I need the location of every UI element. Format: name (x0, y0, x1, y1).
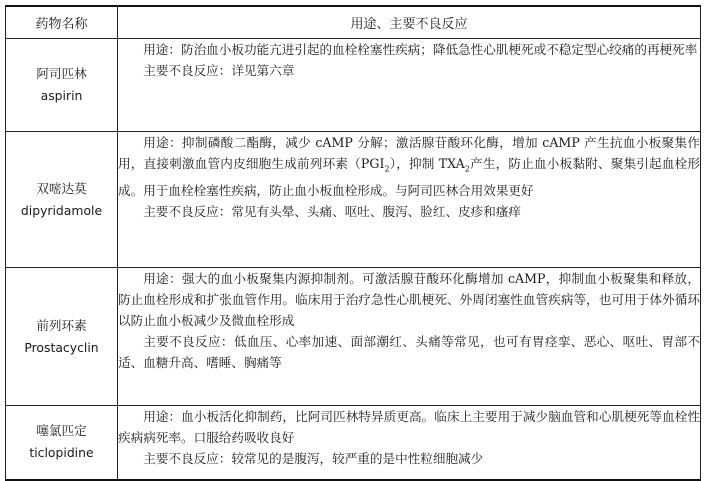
drug-name-en: aspirin (40, 88, 83, 103)
drug-use-text: 用途：防治血小板功能亢进引起的血栓栓塞性疾病；降低急性心肌梗死或不稳定型心绞痛的再梗死率 (143, 42, 698, 57)
header-drug-name: 药物名称 (6, 6, 118, 39)
drug-name-cell (6, 39, 118, 132)
pgi2-subscript: 2 (384, 164, 390, 174)
drug-use-cell (118, 132, 701, 268)
use-text-part-b: ），抑制 TXA (389, 156, 465, 171)
use-text-part-a: 用途：抑制磷酸二酯酶，减少 cAMP 分解；激活腺苷酸环化酶，增加 cAMP 产生抗血小板聚集作用，直接刺激血管内皮细胞生成前列环素（PGI (118, 135, 700, 171)
drug-adverse-text: 主要不良反应：较常见的是腹泻，较严重的是中性粒细胞减少 (143, 451, 484, 466)
drug-use-text: 用途：强大的血小板聚集内源抑制剂。可激活腺苷酸环化酶增加 cAMP，抑制血小板聚集和释放，防止血栓形成和扩张血管作用。临床用于治疗急性心肌梗死、外周闭塞性血管疾病等，也可用于体外循环以防止血小板减少及微血栓形成 (118, 271, 700, 328)
drug-table (5, 5, 701, 481)
table-row-ticlopidine (6, 406, 701, 480)
drug-name-en: dipyridamole (20, 202, 103, 218)
drug-use-text: 用途：血小板活化抑制药，比阿司匹林特异质更高。临床上主要用于减少脑血管和心肌梗死等血栓性疾病病死率。口服给药吸收良好 (118, 409, 700, 445)
drug-use-text (118, 132, 700, 201)
drug-name-cell (6, 132, 118, 268)
drug-use-cell (118, 39, 701, 132)
use-text-part-c: 产生，防止血小板黏附、聚集引起血栓形成。用于血栓栓塞性疾病，防止血小板血栓形成。与阿司匹林合用效果更好 (118, 156, 701, 198)
drug-name-cell (6, 268, 118, 406)
drug-name-en: ticlopidine (29, 445, 94, 461)
table-row-dipyridamole (6, 132, 701, 268)
drug-name-cn: 阿司匹林 (36, 66, 87, 81)
drug-name-cell (6, 406, 118, 480)
drug-name-cn: 前列环素 (36, 317, 87, 333)
txa2-subscript: 2 (464, 164, 470, 174)
drug-name-cn: 噻氯匹定 (36, 423, 87, 439)
table-row-aspirin (6, 39, 701, 132)
table-header-row (6, 6, 701, 39)
drug-adverse-text: 主要不良反应：低血压、心率加速、面部潮红、头痛等常见，也可有胃痉挛、恶心、呕吐、胃部不适、血糖升高、嗜睡、胸痛等 (118, 334, 700, 370)
drug-use-cell (118, 406, 701, 480)
drug-use-cell (118, 268, 701, 406)
drug-name-cn: 双嘧达莫 (36, 180, 87, 196)
drug-adverse-text: 主要不良反应：详见第六章 (143, 63, 295, 78)
drug-name-en: Prostacyclin (24, 339, 99, 355)
drug-adverse-text: 主要不良反应：常见有头晕、头痛、呕吐、腹泻、脸红、皮疹和瘙痒 (143, 203, 521, 219)
header-use-adverse: 用途、主要不良反应 (118, 6, 701, 39)
table-row-prostacyclin (6, 268, 701, 406)
